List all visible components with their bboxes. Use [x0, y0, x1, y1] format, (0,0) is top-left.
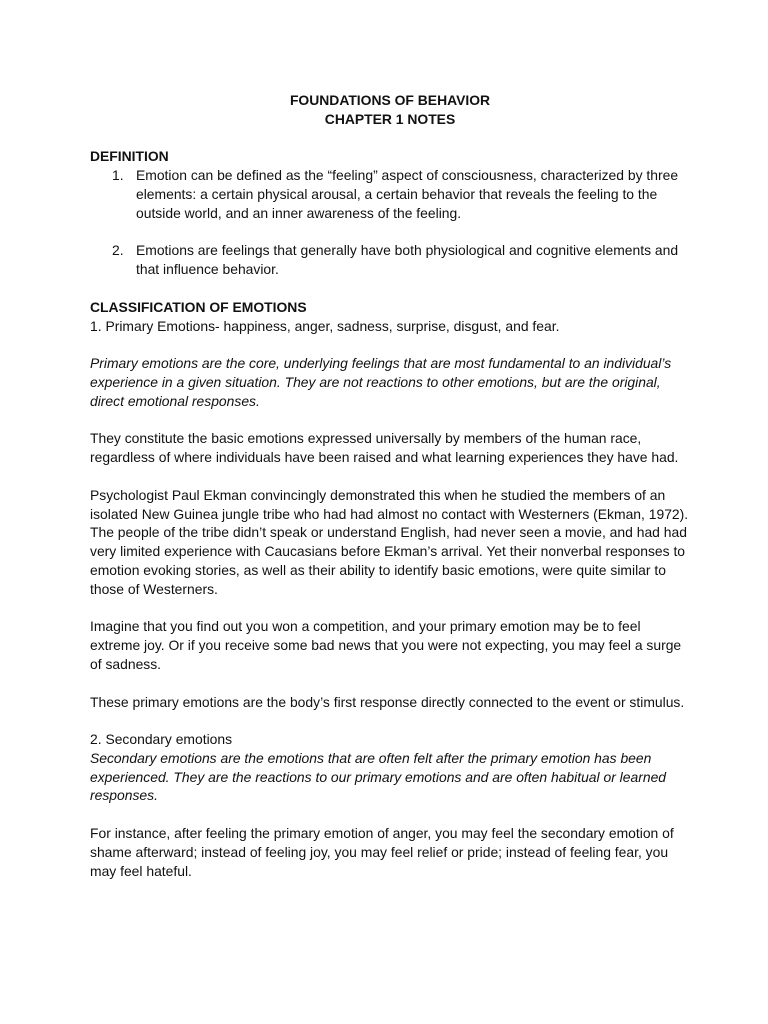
definition-heading: DEFINITION: [90, 148, 169, 165]
document-title: FOUNDATIONS OF BEHAVIOR: [289, 92, 491, 108]
list-item-text: Emotion can be defined as the “feeling” aspect of consciousness, characterized by three elements: a certain physical arousal, a certain behavior that reveals the feeling to the outside world, and an inner awareness of the feeling.: [136, 167, 679, 221]
secondary-emotions-description: Secondary emotions are the emotions that are often felt after the primary emotion has been experienced. They are the reactions to our primary emotions and are often habitual or learned responses.: [90, 749, 667, 804]
list-item-number: 1.: [112, 167, 124, 184]
primary-emotions-label: 1. Primary Emotions- happiness, anger, sadness, surprise, disgust, and fear.: [90, 317, 560, 334]
paragraph: For instance, after feeling the primary emotion of anger, you may feel the secondary emotion of shame afterward; instead of feeling joy, you may feel relief or pride; instead of feeling fear, you may feel hateful.: [90, 825, 674, 879]
paragraph: These primary emotions are the body’s first response directly connected to the event or stimulus.: [90, 693, 685, 710]
list-item-number: 2.: [112, 242, 124, 259]
title-block: [90, 91, 690, 129]
paragraph: They constitute the basic emotions expressed universally by members of the human race, regardless of where individuals have been raised and what learning experiences they have had.: [90, 430, 679, 466]
paragraph: Imagine that you find out you won a competition, and your primary emotion may be to feel extreme joy. Or if you receive some bad news that you were not expecting, you may feel a surge of sadness.: [90, 618, 682, 672]
document-body: [90, 91, 690, 899]
classification-heading: CLASSIFICATION OF EMOTIONS: [90, 298, 307, 315]
secondary-emotions-label: 2. Secondary emotions: [90, 731, 233, 748]
list-item-text: Emotions are feelings that generally have both physiological and cognitive elements and that influence behavior.: [136, 242, 679, 278]
list-item: [90, 241, 690, 279]
document-subtitle: CHAPTER 1 NOTES: [324, 110, 456, 127]
primary-emotions-description: Primary emotions are the core, underlying feelings that are most fundamental to an individual’s experience in a given situation. They are not reactions to other emotions, but are the original, direct emotional responses.: [90, 355, 672, 409]
paragraph: Psychologist Paul Ekman convincingly demonstrated this when he studied the members of an isolated New Guinea jungle tribe who had had almost no contact with Westerners (Ekman, 1972). The people of the tribe didn’t speak or understand English, had never seen a movie, and had had very limited experience with Caucasians before Ekman’s arrival. Yet their nonverbal responses to emotion evoking stories, as well as their ability to identify basic emotions, were quite similar to those of Westerners.: [90, 486, 689, 597]
list-item: [90, 166, 690, 222]
definition-list: [90, 166, 690, 279]
